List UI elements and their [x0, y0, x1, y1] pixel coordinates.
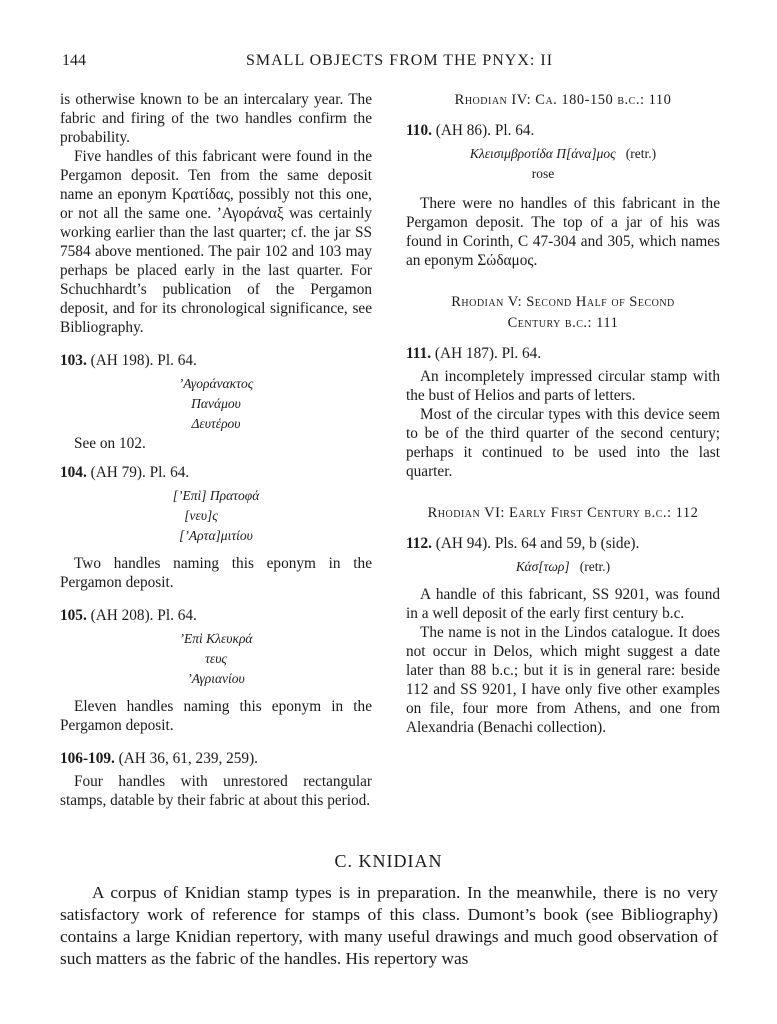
entry-number: 106-109.: [60, 750, 115, 767]
paragraph: The name is not in the Lindos catalogue. It does not occur in Delos, which might suggest a date later than 88 b.c.; but it is in general rare: beside 112 and SS 9201, I have only five other examples on file, four more from Athens, and one from Alexandria (Benachi collection).: [406, 624, 720, 736]
stamp-line: ’Αγοράνακτος: [178, 376, 254, 391]
catalogue-entry-112: [406, 534, 720, 553]
stamp-text: Κάσ[τωρ]: [515, 559, 570, 574]
section-heading-rhodian-iv: Rhodian IV: Ca. 180-150 b.c.: 110: [454, 92, 672, 108]
entry-number: 104.: [60, 464, 87, 481]
section-c-body: [60, 882, 718, 970]
catalogue-entry-106-109: [60, 749, 372, 768]
catalogue-entry-110: [406, 121, 720, 140]
paragraph: A handle of this fabricant, SS 9201, was found in a well deposit of the early first century b.c.: [406, 586, 720, 622]
entry-number: 110.: [406, 122, 432, 139]
section-heading-rhodian-v: [406, 292, 720, 334]
running-head: [62, 52, 717, 70]
entry-reference: (AH 86). Pl. 64.: [435, 122, 535, 139]
heading-line: Rhodian V: Second Half of Second: [451, 294, 675, 310]
entry-reference: (AH 198). Pl. 64.: [90, 352, 197, 369]
entry-reference: (AH 208). Pl. 64.: [90, 607, 197, 624]
left-column: [60, 90, 372, 810]
paragraph: Five handles of this fabricant were found in the Pergamon deposit. Ten from the same deposit name an eponym Κρατίδας, possibly not this one, or not all the same one. ’Αγοράναξ was certainly working earlier than the last quarter; cf. the jar SS 7584 above mentioned. The pair 102 and 103 may perhaps be placed early in the last quarter. For Schuchhardt’s publication of the Pergamon deposit, and for its chronological significance, see Bibliography.: [60, 148, 372, 336]
paragraph: is otherwise known to be an intercalary year. The fabric and firing of the two handles confirm the probability.: [60, 91, 372, 146]
entry-number: 103.: [60, 352, 87, 369]
stamp-line: ’Επὶ Κλευκρά: [179, 631, 253, 646]
paragraph: Four handles with unrestored rectangular stamps, datable by their fabric at about this period.: [60, 773, 372, 809]
retrograde-note: (retr.): [625, 146, 657, 161]
stamp-line: [νευ]ς: [184, 508, 218, 523]
stamp-line: Πανάμου: [191, 396, 241, 411]
paragraph: A corpus of Knidian stamp types is in preparation. In the meanwhile, there is no very satisfactory work of reference for stamps of this class. Dumont’s book (see Bibliography) contains a large Knidian repertory, with many useful drawings and much good observation of such matters as the fabric of the handles. His repertory was: [60, 883, 718, 968]
catalogue-entry-105: [60, 606, 372, 625]
stamp-device: rose: [531, 166, 555, 181]
stamp-line: [406, 557, 720, 577]
running-title: SMALL OBJECTS FROM THE PNYX: II: [245, 52, 554, 69]
stamp-text: Κλεισιμβροτίδα Π[άνα]μος: [469, 146, 616, 161]
stamp-line: Δευτέρου: [191, 416, 241, 431]
paragraph: Eleven handles naming this eponym in the Pergamon deposit.: [60, 698, 372, 734]
retrograde-note: (retr.): [579, 559, 611, 574]
entry-reference: (AH 187). Pl. 64.: [434, 345, 542, 362]
stamp-line: [406, 144, 720, 164]
page-number: 144: [62, 52, 86, 69]
paragraph: There were no handles of this fabricant in the Pergamon deposit. The top of a jar of his was found in Corinth, C 47-304 and 305, which names an eponym Σώδαμος.: [406, 195, 720, 269]
stamp-line: ’Αγριανίου: [187, 671, 245, 686]
section-heading-knidian: C. KNIDIAN: [334, 851, 443, 871]
entry-reference: (AH 79). Pl. 64.: [90, 464, 190, 481]
stamp-line: [’Αρτα]μιτίου: [179, 528, 253, 543]
paragraph: See on 102.: [74, 435, 146, 452]
entry-number: 112.: [406, 535, 432, 552]
catalogue-entry-111: [406, 344, 720, 363]
entry-number: 111.: [406, 345, 432, 362]
stamp-line: [’Επὶ] Πρατοφά: [172, 488, 260, 503]
section-heading-rhodian-vi: Rhodian VI: Early First Century b.c.: 112: [427, 505, 699, 521]
entry-reference: (AH 36, 61, 239, 259).: [118, 750, 259, 767]
paragraph: An incompletely impressed circular stamp with the bust of Helios and parts of letters.: [406, 368, 720, 404]
stamp-line: τευς: [205, 651, 227, 666]
entry-reference: (AH 94). Pls. 64 and 59, b (side).: [435, 535, 640, 552]
catalogue-entry-104: [60, 463, 372, 482]
right-column: [406, 90, 720, 737]
catalogue-entry-103: [60, 351, 372, 370]
paragraph: Two handles naming this eponym in the Pergamon deposit.: [60, 555, 372, 591]
entry-number: 105.: [60, 607, 87, 624]
heading-line: Century b.c.: 111: [507, 315, 619, 331]
paragraph: Most of the circular types with this device seem to be of the third quarter of the second century; perhaps it continued to be used into the last quarter.: [406, 406, 720, 480]
